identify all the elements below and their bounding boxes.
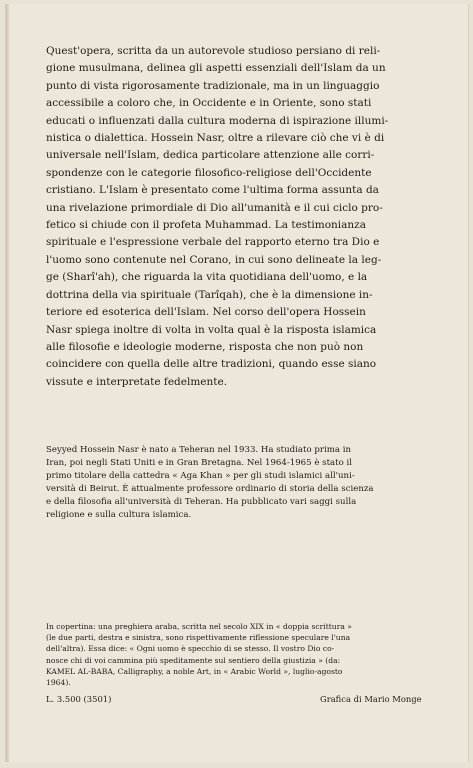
description-line: Quest'opera, scritta da un autorevole studioso persiano di reli- <box>46 45 381 57</box>
description-line: cristiano. L'Islam è presentato come l'ultima forma assunta da <box>46 184 379 197</box>
description-line: una rivelazione primordiale di Dio all'umanità e il cui ciclo pro- <box>46 201 383 214</box>
description-line: universale nell'Islam, dedica particolare attenzione alle corri- <box>46 149 375 162</box>
bio-line: Iran, poi negli Stati Uniti e in Gran Bretagna. Nel 1964-1965 è stato il <box>46 458 353 469</box>
cover-note-line: dell'altra). Essa dice: « Ogni uomo è specchio di se stesso. Il vostro Dio co- <box>46 644 335 654</box>
bio-line: primo titolare della cattedra « Aga Khan » per gli studi islamici all'uni- <box>46 471 355 482</box>
description-line: coincidere con quella delle altre tradizioni, quando esse siano <box>46 358 377 371</box>
description-line: fetico si chiude con il profeta Muhammad. La testimonianza <box>46 219 366 232</box>
author-bio-paragraph <box>46 444 446 523</box>
description-line: gione musulmana, delinea gli aspetti essenziali dell'Islam da un <box>46 62 386 75</box>
description-line: spondenze con le categorie filosofico-religiose dell'Occidente <box>46 166 372 179</box>
bio-line: versità di Beirut. È attualmente professore ordinario di storia della scienza <box>46 484 374 495</box>
description-line: teriore ed esoterica dell'Islam. Nel corso dell'opera Hossein <box>46 306 366 319</box>
description-line: dottrina della via spirituale (Tarîqah), che è la dimensione in- <box>46 288 373 301</box>
cover-note-line: KAMEL AL-BABA, Calligraphy, a noble Art, in « Arabic World », luglio-agosto <box>46 666 343 676</box>
page-edge-shadow <box>6 4 10 762</box>
bio-line: Seyyed Hossein Nasr è nato a Teheran nel 1933. Ha studiato prima in <box>46 445 352 455</box>
description-paragraph <box>46 43 446 391</box>
description-line: educati o influenzati dalla cultura moderna di ispirazione illumi- <box>46 114 389 127</box>
bio-line: e della filosofia all'università di Teheran. Ha pubblicato vari saggi sulla <box>46 497 357 508</box>
description-line: vissute e interpretate fedelmente. <box>46 375 228 388</box>
description-line: punto di vista rigorosamente tradizionale, ma in un linguaggio <box>46 79 380 92</box>
cover-note-line: nosce chi di voi cammina più speditamente sul sentiero della giustizia » (da: <box>46 655 341 665</box>
design-credit: Grafica di Mario Monge <box>320 694 422 704</box>
bio-line: religione e sulla cultura islamica. <box>46 510 192 521</box>
cover-note-line: (le due parti, destra e sinistra, sono rispettivamente riflessione speculare l'una <box>46 633 351 643</box>
description-line: spirituale e l'espressione verbale del rapporto eterno tra Dio e <box>46 236 380 249</box>
book-back-cover <box>5 4 469 762</box>
description-line: ge (Sharî'ah), che riguarda la vita quotidiana dell'uomo, e la <box>46 271 368 284</box>
description-line: accessibile a coloro che, in Occidente e in Oriente, sono stati <box>46 97 372 110</box>
description-line: alle filosofie e ideologie moderne, risposta che non può non <box>46 340 364 353</box>
cover-note-line: In copertina: una preghiera araba, scritta nel secolo XIX in « doppia scrittura » <box>46 622 352 631</box>
cover-note-paragraph <box>46 621 446 688</box>
cover-note-line: 1964). <box>46 678 71 688</box>
description-line: l'uomo sono contenute nel Corano, in cui sono delineate la leg- <box>46 253 382 266</box>
description-line: Nasr spiega inoltre di volta in volta qual è la risposta islamica <box>46 323 377 336</box>
description-line: nistica o dialettica. Hossein Nasr, oltre a rilevare ciò che vi è di <box>46 132 385 145</box>
price-label: L. 3.500 (3501) <box>46 694 112 704</box>
